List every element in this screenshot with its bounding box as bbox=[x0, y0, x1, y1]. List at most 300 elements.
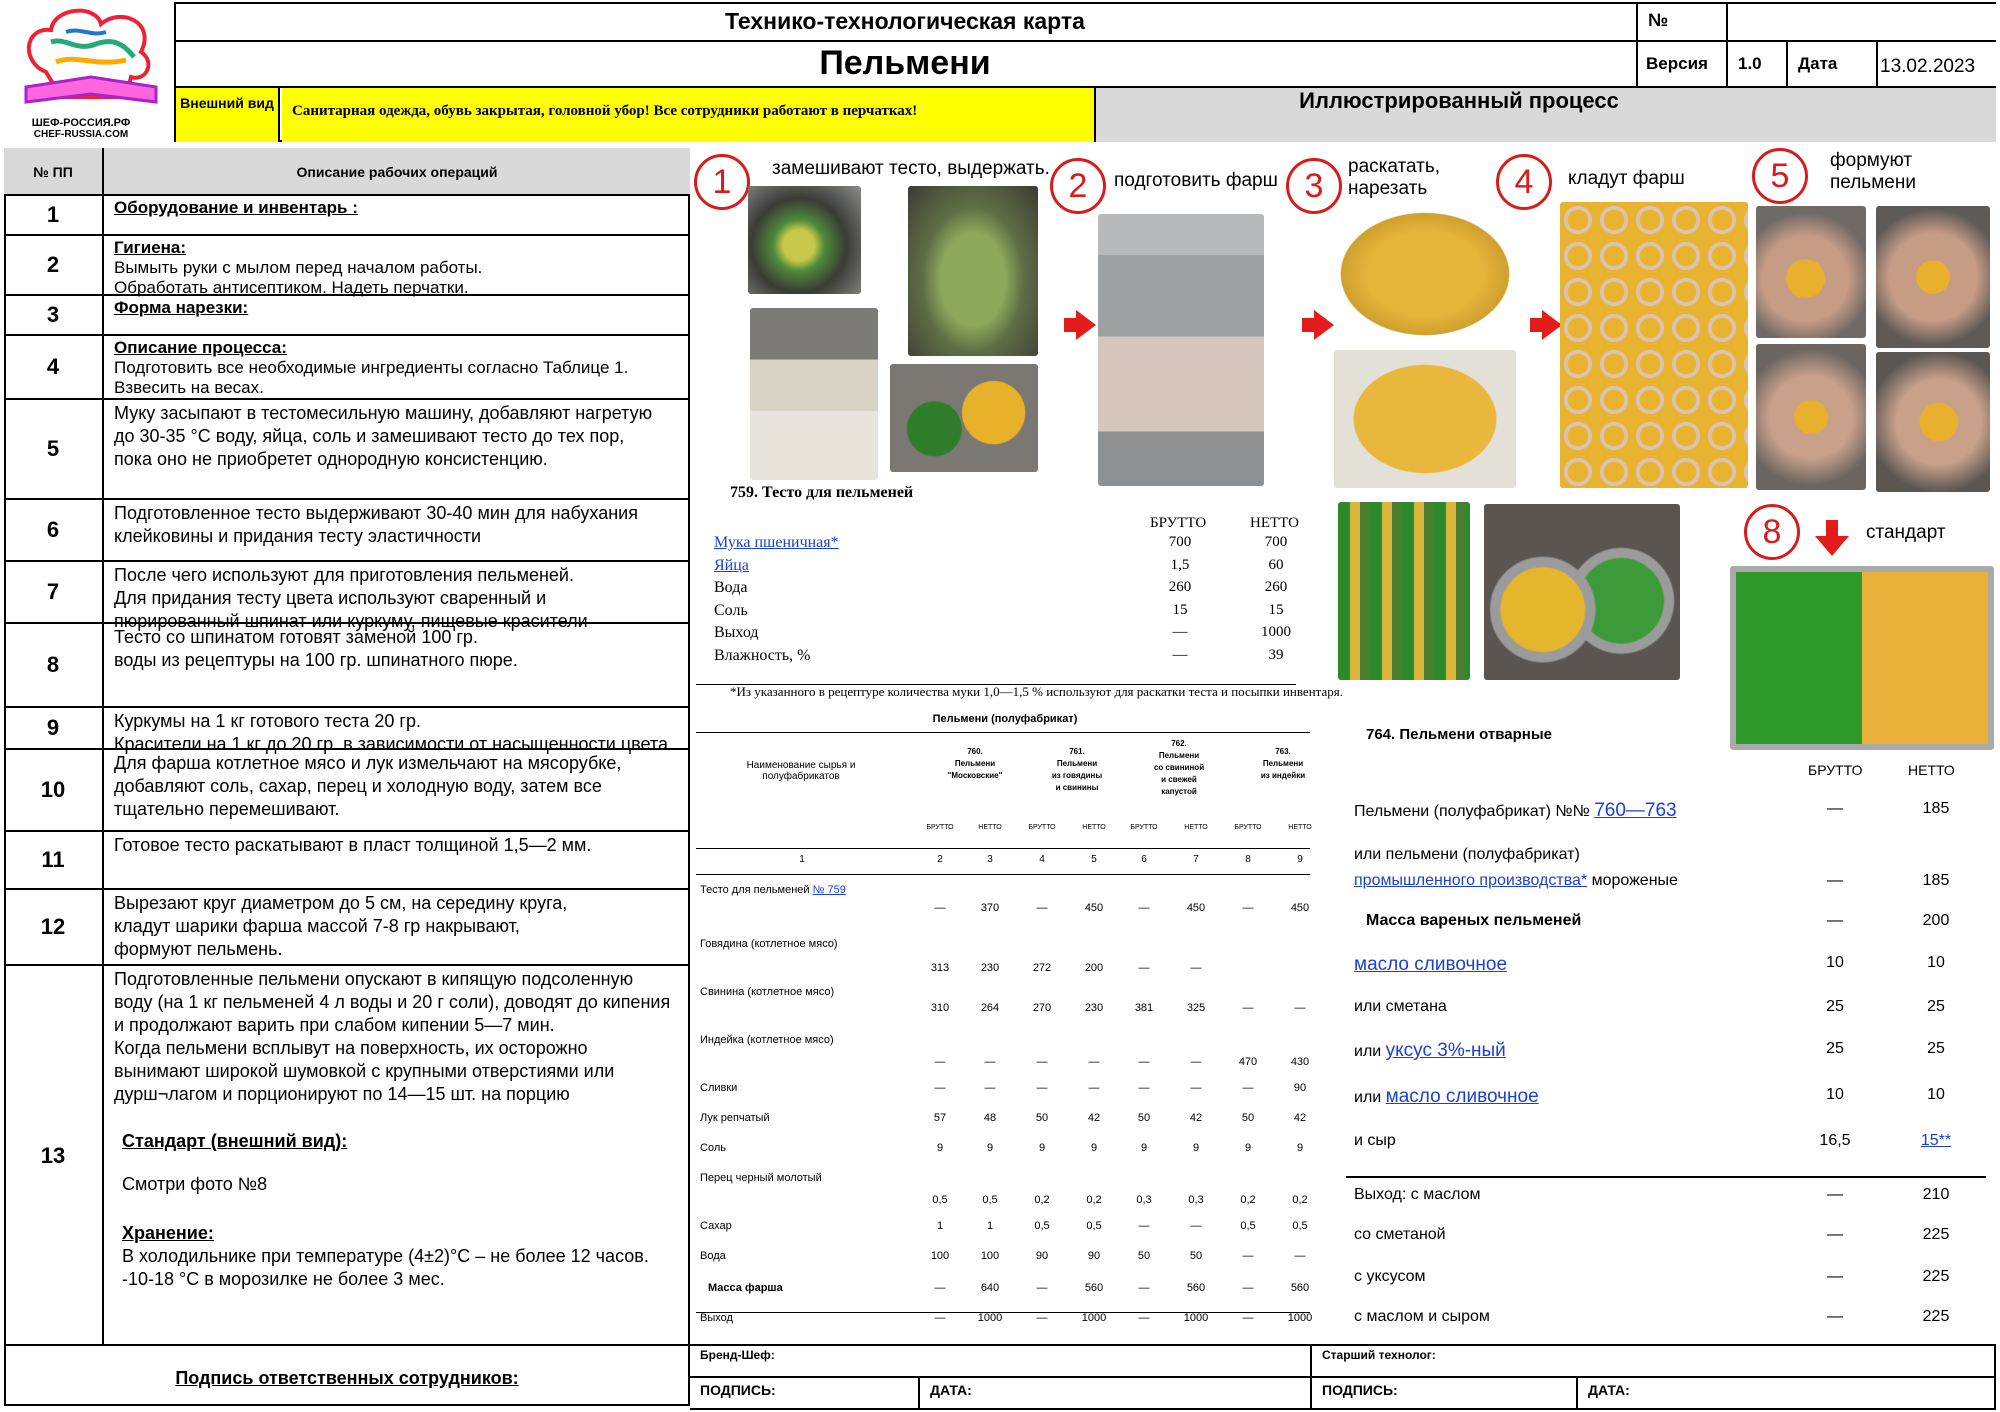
ingredient-link[interactable]: Мука пшеничная* bbox=[714, 534, 839, 551]
photo-filling-on-dough bbox=[1560, 202, 1748, 488]
semi-cell-value: — bbox=[1036, 1082, 1048, 1094]
semi-cell-value: 9 bbox=[936, 1142, 944, 1154]
semi-cell-value: 272 bbox=[1032, 962, 1052, 974]
boiled-row-name bbox=[1354, 1186, 1481, 1204]
logo-text-2: CHEF-RUSSIA.COM bbox=[33, 129, 129, 140]
photo-standard-dish bbox=[1730, 566, 1994, 750]
boiled-row-name bbox=[1354, 1086, 1539, 1108]
semi-row-label: Вода bbox=[700, 1250, 726, 1262]
step-8-label: стандарт bbox=[1866, 522, 1946, 543]
photo-forming-1 bbox=[1756, 206, 1866, 338]
senior-tech-date-field[interactable]: ДАТА: bbox=[1588, 1382, 1630, 1398]
senior-tech-signature-field[interactable]: ПОДПИСЬ: bbox=[1322, 1382, 1398, 1398]
photo-rolled-dough bbox=[1334, 208, 1516, 340]
semi-title: Пельмени (полуфабрикат) bbox=[932, 713, 1078, 725]
dough-col-brutto: БРУТТО bbox=[1150, 515, 1207, 531]
arrow-right-icon bbox=[1076, 310, 1096, 340]
ingredient-name: Влажность, % bbox=[714, 646, 811, 664]
semi-row-name bbox=[700, 1312, 733, 1324]
semi-cell-value: 560 bbox=[1084, 1282, 1104, 1294]
brand-chef-date-field[interactable]: ДАТА: bbox=[930, 1382, 972, 1398]
ops-row bbox=[4, 708, 690, 754]
boiled-row-text: или пельмени (полуфабрикат) bbox=[1354, 846, 1580, 863]
semi-cell-value: 100 bbox=[930, 1250, 950, 1262]
semi-sub-netto: НЕТТО bbox=[1082, 824, 1106, 831]
semi-cell-value: 50 bbox=[1189, 1250, 1203, 1262]
semi-row-label: Перец черный молотый bbox=[700, 1172, 822, 1184]
no-label: № bbox=[1648, 10, 1669, 30]
ops-row-body: Подготовленные пельмени опускают в кипящую подсоленную воду (на 1 кг пельменей 4 л воды и 20 г соли), доводят до кипения и продолжают варить при слабом кипении 5—7 мин. Когда пельмени всплывут на поверхность, их осторожно вынимают широкой шумовкой с крупными отверстиями или дурш¬лагом и порционируют по 14—15 шт. на порцию bbox=[114, 969, 671, 1104]
boiled-row-link[interactable]: 760—763 bbox=[1594, 800, 1677, 821]
boiled-row-text: или bbox=[1354, 1043, 1386, 1060]
ingredient-link[interactable]: Яйца bbox=[714, 556, 749, 574]
semi-cell-value: 50 bbox=[1137, 1112, 1151, 1124]
boiled-row-text: Пельмени (полуфабрикат) №№ bbox=[1354, 803, 1595, 820]
brutto-value: 700 bbox=[1168, 534, 1192, 550]
date-label: Дата bbox=[1798, 54, 1838, 73]
boiled-netto: 10 bbox=[1927, 1086, 1945, 1103]
boiled-output-rule bbox=[1346, 1176, 1986, 1178]
semi-cell-value: 50 bbox=[1241, 1112, 1255, 1124]
ops-row bbox=[4, 750, 690, 832]
semi-row-name bbox=[700, 884, 846, 896]
boiled-row-text: или сметана bbox=[1354, 998, 1447, 1015]
ops-row bbox=[4, 196, 690, 236]
semi-cell-value: — bbox=[1242, 1282, 1254, 1294]
footer-vsep-3 bbox=[1576, 1376, 1578, 1410]
semi-cell-value: — bbox=[1242, 902, 1254, 914]
step-4-label: кладут фарш bbox=[1568, 168, 1685, 189]
semi-cell-value: — bbox=[984, 1082, 996, 1094]
step-4-badge: 4 bbox=[1496, 154, 1552, 210]
semi-column-header: 763. Пельмени из индейки bbox=[1260, 747, 1306, 780]
ops-row-text bbox=[114, 834, 684, 857]
semi-cell-value: 1 bbox=[986, 1220, 994, 1232]
semi-rule-4 bbox=[696, 1312, 1310, 1313]
ops-row-number: 1 bbox=[4, 196, 104, 234]
boiled-brutto: 10 bbox=[1826, 954, 1844, 971]
brutto-value: 1,5 bbox=[1170, 556, 1190, 573]
boiled-col-netto: НЕТТО bbox=[1908, 762, 1955, 778]
semi-cell-value: — bbox=[1242, 1002, 1254, 1014]
semi-cell-value: 0,2 bbox=[1034, 1194, 1050, 1206]
semi-cell-value: 42 bbox=[1189, 1112, 1203, 1124]
semi-cell-value: — bbox=[1190, 962, 1202, 974]
header-vsep-1 bbox=[1636, 2, 1638, 86]
semi-cell-value: 90 bbox=[1087, 1250, 1101, 1262]
logo bbox=[6, 2, 176, 142]
boiled-brutto: — bbox=[1827, 1308, 1843, 1325]
boiled-row-name bbox=[1354, 954, 1507, 976]
ops-row-text bbox=[114, 298, 684, 318]
semi-cell-value: — bbox=[1242, 1250, 1254, 1262]
semi-row-label: Масса фарша bbox=[708, 1282, 783, 1294]
semi-cell-value: 0,5 bbox=[982, 1194, 998, 1206]
semi-cell-value: — bbox=[1138, 962, 1150, 974]
boiled-title: 764. Пельмени отварные bbox=[1366, 726, 1552, 743]
semi-row-name bbox=[700, 1172, 822, 1184]
semi-row-label: Свинина (котлетное мясо) bbox=[700, 986, 835, 998]
chef-hat-logo-icon bbox=[6, 2, 176, 112]
ops-row-body: Муку засыпают в тестомесильную машину, добавляют нагретую до 30-35 °С воду, яйца, соль и замешивают тесто до тех пор, пока оно не приобретет однородную консистенцию. bbox=[114, 403, 653, 469]
semi-cell-value: — bbox=[1088, 1082, 1100, 1094]
semi-cell-value: — bbox=[1242, 1082, 1254, 1094]
semi-cell-value: — bbox=[1036, 1056, 1048, 1068]
semi-row-name bbox=[700, 1112, 770, 1124]
boiled-brutto: 25 bbox=[1826, 1040, 1844, 1057]
semi-cell-value: — bbox=[1138, 1220, 1150, 1232]
ops-row-body: Куркумы на 1 кг готового теста 20 гр. Красители на 1 кг до 20 гр. в зависимости от насыщенности цвета bbox=[114, 711, 668, 754]
semi-cell-value: 470 bbox=[1238, 1056, 1258, 1068]
storage-title: Хранение: bbox=[122, 1223, 214, 1243]
ops-row-text bbox=[114, 238, 684, 298]
boiled-brutto: — bbox=[1827, 912, 1843, 929]
step-8-badge: 8 bbox=[1744, 504, 1800, 560]
semi-column-number: 3 bbox=[987, 854, 993, 865]
semi-cell-value: — bbox=[1294, 1002, 1306, 1014]
semi-cell-value: 9 bbox=[1090, 1142, 1098, 1154]
semi-cell-value: 230 bbox=[980, 962, 1000, 974]
boiled-row-name bbox=[1354, 998, 1447, 1016]
semi-cell-value: 90 bbox=[1035, 1250, 1049, 1262]
ops-row-number: 10 bbox=[4, 750, 104, 830]
boiled-brutto: 25 bbox=[1826, 998, 1844, 1015]
semi-cell-value: 230 bbox=[1084, 1002, 1104, 1014]
semi-row-name bbox=[700, 1250, 726, 1262]
semi-cell-value: — bbox=[1190, 1220, 1202, 1232]
footer-mid-line bbox=[690, 1376, 1996, 1378]
photo-flour-bowl bbox=[750, 308, 878, 480]
semi-cell-value: 57 bbox=[933, 1112, 947, 1124]
semi-cell-value: 100 bbox=[980, 1250, 1000, 1262]
ops-row-title: Оборудование и инвентарь : bbox=[114, 198, 358, 217]
semi-row-label: Сахар bbox=[700, 1220, 732, 1232]
ops-row-text bbox=[114, 402, 684, 471]
semi-cell-value: 48 bbox=[983, 1112, 997, 1124]
ops-row-title: Гигиена: bbox=[114, 238, 187, 257]
boiled-row-link[interactable]: масло сливочное bbox=[1354, 954, 1508, 975]
boiled-row-name bbox=[1354, 1040, 1506, 1062]
netto-value: 15 bbox=[1268, 601, 1284, 618]
semi-sub-brutto: БРУТТО bbox=[1130, 824, 1158, 831]
recipe-link[interactable]: № 759 bbox=[812, 884, 846, 896]
semi-cell-value: 1000 bbox=[977, 1312, 1003, 1324]
netto-value: 60 bbox=[1268, 556, 1284, 573]
boiled-brutto: — bbox=[1827, 800, 1843, 817]
process-title: Иллюстрированный процесс bbox=[1299, 88, 1619, 113]
arrow-right-icon bbox=[1314, 310, 1334, 340]
boiled-brutto: — bbox=[1827, 1226, 1843, 1243]
ops-row bbox=[4, 500, 690, 562]
semi-cell-value: — bbox=[1190, 1082, 1202, 1094]
netto-value: 700 bbox=[1264, 534, 1288, 550]
semi-cell-value: 1000 bbox=[1183, 1312, 1209, 1324]
semi-cell-value: 90 bbox=[1293, 1082, 1307, 1094]
boiled-row-link[interactable]: масло сливочное bbox=[1385, 1086, 1539, 1107]
semi-cell-value: 313 bbox=[930, 962, 950, 974]
semi-sub-netto: НЕТТО bbox=[1288, 824, 1312, 831]
semi-cell-value: — bbox=[1190, 1056, 1202, 1068]
step-2-badge: 2 bbox=[1050, 158, 1106, 214]
semi-sub-brutto: БРУТТО bbox=[926, 824, 954, 831]
semi-row-name bbox=[700, 938, 838, 950]
boiled-row-text: с маслом и сыром bbox=[1354, 1308, 1490, 1325]
semi-row-name bbox=[700, 1034, 834, 1046]
ops-row-number: 7 bbox=[4, 562, 104, 622]
dough-title: 759. Тесто для пельменей bbox=[730, 484, 914, 501]
boiled-row-link[interactable]: промышленного производства* bbox=[1354, 872, 1588, 889]
semi-cell-value: 1000 bbox=[1287, 1312, 1313, 1324]
semi-cell-value: — bbox=[1138, 1282, 1150, 1294]
boiled-netto: 225 bbox=[1922, 1308, 1950, 1325]
semi-rule-2 bbox=[696, 848, 1310, 849]
semi-sub-netto: НЕТТО bbox=[978, 824, 1002, 831]
semi-column-header: 761. Пельмени из говядины и свинины bbox=[1051, 747, 1103, 792]
ops-row bbox=[4, 296, 690, 336]
ops-row-number: 11 bbox=[4, 832, 104, 888]
ingredient-name: Вода bbox=[714, 579, 748, 596]
boiled-netto[interactable]: 15** bbox=[1920, 1132, 1952, 1149]
photo-boiling-pots bbox=[1484, 504, 1680, 680]
semi-cell-value: 370 bbox=[980, 902, 1000, 914]
semi-column-number: 7 bbox=[1193, 854, 1199, 865]
appearance-label: Внешний вид bbox=[176, 88, 280, 142]
semi-row-label: Говядина (котлетное мясо) bbox=[700, 938, 838, 950]
semi-cell-value: 560 bbox=[1186, 1282, 1206, 1294]
brutto-value: — bbox=[1172, 646, 1188, 663]
version-value: 1.0 bbox=[1738, 54, 1762, 73]
ops-row-body: Подготовленное тесто выдерживают 30-40 мин для набухания клейковины и придания тесту эластичности bbox=[114, 503, 638, 546]
ops-row-number: 2 bbox=[4, 236, 104, 294]
arrow-right-icon bbox=[1542, 310, 1562, 340]
ops-row-number: 13 bbox=[4, 966, 104, 1346]
boiled-row-name bbox=[1354, 1132, 1396, 1150]
semi-cell-value: 0,2 bbox=[1240, 1194, 1256, 1206]
semi-cell-value: 9 bbox=[1038, 1142, 1046, 1154]
boiled-netto: 185 bbox=[1922, 800, 1950, 817]
semi-cell-value: — bbox=[934, 1056, 946, 1068]
boiled-row-name bbox=[1354, 1308, 1490, 1326]
ops-row-number: 6 bbox=[4, 500, 104, 560]
footer-vsep-2 bbox=[918, 1376, 920, 1410]
ops-row-number: 4 bbox=[4, 336, 104, 398]
arrow-down-icon bbox=[1815, 520, 1849, 556]
semi-cell-value: — bbox=[1036, 902, 1048, 914]
semi-cell-value: 0,2 bbox=[1086, 1194, 1102, 1206]
ops-row bbox=[4, 562, 690, 631]
step-5-badge: 5 bbox=[1752, 148, 1808, 204]
semi-cell-value: 0,3 bbox=[1136, 1194, 1152, 1206]
semi-rule-1 bbox=[696, 732, 1310, 733]
ops-row-body: Подготовить все необходимые ингредиенты согласно Таблице 1. Взвесить на весах. bbox=[114, 358, 629, 397]
semi-cell-value: 50 bbox=[1035, 1112, 1049, 1124]
semi-cell-value: — bbox=[1138, 1312, 1150, 1324]
step-3-label: раскатать, нарезать bbox=[1348, 156, 1441, 199]
semi-column-number: 4 bbox=[1039, 854, 1045, 865]
brand-chef-label: Бренд-Шеф: bbox=[700, 1348, 775, 1362]
boiled-col-brutto: БРУТТО bbox=[1808, 762, 1863, 778]
semi-cell-value: 264 bbox=[980, 1002, 1000, 1014]
ops-row bbox=[4, 890, 690, 966]
header-vsep-3 bbox=[1786, 40, 1788, 86]
semi-row-label: Тесто для пельменей bbox=[700, 884, 810, 896]
ops-row-body: Вырезают круг диаметром до 5 см, на середину круга, кладут шарики фарша массой 7-8 гр накрывают, формуют пельмень. bbox=[114, 893, 568, 959]
ops-row-number: 9 bbox=[4, 708, 104, 748]
semi-cell-value: 9 bbox=[1244, 1142, 1252, 1154]
semi-cell-value: 1000 bbox=[1081, 1312, 1107, 1324]
ops-head-desc: Описание рабочих операций bbox=[104, 148, 690, 196]
semi-row-name bbox=[700, 1082, 737, 1094]
signature-label: Подпись ответственных сотрудников: bbox=[4, 1346, 690, 1406]
boiled-row-suffix: мороженые bbox=[1587, 872, 1678, 889]
ops-row-title: Описание процесса: bbox=[114, 338, 287, 357]
logo-text-1: ШЕФ-РОССИЯ.РФ bbox=[31, 117, 131, 129]
semi-cell-value: — bbox=[1036, 1282, 1048, 1294]
semi-head-name: Наименование сырья и полуфабрикатов bbox=[746, 760, 856, 782]
semi-cell-value: 42 bbox=[1293, 1112, 1307, 1124]
semi-row-label: Соль bbox=[700, 1142, 726, 1154]
ops-row bbox=[4, 624, 690, 708]
semi-cell-value: — bbox=[1294, 1250, 1306, 1262]
semi-column-number: 2 bbox=[937, 854, 943, 865]
boiled-netto: 210 bbox=[1922, 1186, 1950, 1203]
step-1-label: замешивают тесто, выдержать. bbox=[772, 158, 1050, 179]
photo-green-dough bbox=[908, 186, 1038, 356]
boiled-netto: 25 bbox=[1927, 998, 1945, 1015]
dish-title: Пельмени bbox=[819, 44, 991, 82]
ops-head-num: № ПП bbox=[4, 148, 104, 196]
semi-cell-value: — bbox=[934, 1282, 946, 1294]
photo-meat-grinder bbox=[1098, 214, 1264, 486]
semi-column-number: 5 bbox=[1091, 854, 1097, 865]
semi-cell-value: — bbox=[1088, 1056, 1100, 1068]
step-1-badge: 1 bbox=[694, 154, 750, 210]
semi-cell-value: 0,5 bbox=[1240, 1220, 1256, 1232]
semi-cell-value: 9 bbox=[1140, 1142, 1148, 1154]
ingredient-name: Соль bbox=[714, 601, 748, 619]
semi-cell-value: — bbox=[1242, 1312, 1254, 1324]
step-2-label: подготовить фарш bbox=[1114, 170, 1278, 191]
standard-text: Смотри фото №8 bbox=[122, 1174, 268, 1194]
ops-row-body: Для фарша котлетное мясо и лук измельчают на мясорубке, добавляют соль, сахар, перец и холодную воду, затем все тщательно перемешивают. bbox=[114, 753, 622, 819]
ops-row bbox=[4, 400, 690, 500]
brutto-value: 15 bbox=[1172, 601, 1188, 618]
step-3-badge: 3 bbox=[1286, 158, 1342, 214]
ops-row-title: Форма нарезки: bbox=[114, 298, 249, 317]
boiled-row-text: со сметаной bbox=[1354, 1226, 1446, 1243]
semi-cell-value: 1 bbox=[936, 1220, 944, 1232]
date-value: 13.02.2023 bbox=[1880, 56, 1976, 77]
boiled-row-link[interactable]: уксус 3%-ный bbox=[1385, 1040, 1506, 1061]
footer-vsep-1 bbox=[1310, 1344, 1312, 1410]
semi-cell-value: 0,5 bbox=[1034, 1220, 1050, 1232]
boiled-brutto: — bbox=[1827, 1268, 1843, 1285]
boiled-row-name bbox=[1354, 1226, 1446, 1244]
header-vsep-2 bbox=[1726, 2, 1728, 86]
semi-row-name bbox=[700, 1142, 726, 1154]
boiled-row-text: Масса вареных пельменей bbox=[1366, 912, 1582, 929]
semi-column-number: 1 bbox=[799, 854, 805, 865]
semi-column-header: 760. Пельмени "Московские" bbox=[947, 747, 1003, 780]
appearance-text: Санитарная одежда, обувь закрытая, головной убор! Все сотрудники работают в перчатках! bbox=[282, 88, 1094, 142]
semi-cell-value: 450 bbox=[1084, 902, 1104, 914]
ops-row-text bbox=[114, 502, 684, 548]
semi-cell-value: — bbox=[934, 1082, 946, 1094]
netto-value: 39 bbox=[1268, 646, 1284, 663]
semi-row-name bbox=[708, 1282, 783, 1294]
semi-row-label: Индейка (котлетное мясо) bbox=[700, 1034, 834, 1046]
semi-cell-value: — bbox=[1138, 1056, 1150, 1068]
ops-row-body: Готовое тесто раскатывают в пласт толщиной 1,5—2 мм. bbox=[114, 835, 592, 855]
boiled-netto: 225 bbox=[1922, 1226, 1950, 1243]
ops-row-body: Тесто со шпинатом готовят заменой 100 гр. воды из рецептуры на 100 гр. шпинатного пюре. bbox=[114, 627, 518, 670]
step-5-label: формуют пельмени bbox=[1830, 150, 1916, 193]
semi-cell-value: 0,3 bbox=[1188, 1194, 1204, 1206]
semi-cell-value: — bbox=[1138, 902, 1150, 914]
boiled-netto: 200 bbox=[1922, 912, 1950, 929]
semi-cell-value: — bbox=[984, 1056, 996, 1068]
semi-row-name bbox=[700, 986, 834, 998]
semi-row-label: Лук репчатый bbox=[700, 1112, 770, 1124]
semi-cell-value: 0,5 bbox=[1292, 1220, 1308, 1232]
boiled-netto: 25 bbox=[1927, 1040, 1945, 1057]
ops-row-text bbox=[114, 198, 684, 218]
ops-row-number: 3 bbox=[4, 296, 104, 334]
photo-forming-2 bbox=[1876, 206, 1990, 348]
semi-cell-value: — bbox=[934, 1312, 946, 1324]
semi-sub-netto: НЕТТО bbox=[1184, 824, 1208, 831]
semi-rule-3 bbox=[696, 874, 1310, 875]
standard-title: Стандарт (внешний вид): bbox=[122, 1131, 348, 1151]
photo-colored-dough bbox=[890, 364, 1038, 472]
ops-row-text bbox=[114, 626, 684, 672]
boiled-netto: 225 bbox=[1922, 1268, 1950, 1285]
semi-column-number: 8 bbox=[1245, 854, 1251, 865]
boiled-row-text: и сыр bbox=[1354, 1132, 1396, 1149]
semi-row-label: Выход bbox=[700, 1312, 733, 1324]
boiled-brutto: 16,5 bbox=[1819, 1132, 1851, 1149]
semi-cell-value: 381 bbox=[1134, 1002, 1154, 1014]
photo-colored-dumplings-tray bbox=[1338, 502, 1470, 680]
boiled-netto: 10 bbox=[1927, 954, 1945, 971]
ops-row-number: 12 bbox=[4, 890, 104, 964]
semi-sub-brutto: БРУТТО bbox=[1028, 824, 1056, 831]
semi-sub-brutto: БРУТТО bbox=[1234, 824, 1262, 831]
storage-text: В холодильнике при температуре (4±2)°С – не более 12 часов. -10-18 °С в морозилке не более 3 мес. bbox=[122, 1246, 649, 1289]
semi-cell-value: — bbox=[1036, 1312, 1048, 1324]
netto-value: 260 bbox=[1264, 579, 1288, 595]
brand-chef-signature-field[interactable]: ПОДПИСЬ: bbox=[700, 1382, 776, 1398]
ops-row-text bbox=[114, 338, 684, 398]
ops-row-body: После чего используют для приготовления пельменей. Для придания тесту цвета используют сваренный и пюрированный шпинат или куркуму, пищевые красители bbox=[114, 565, 588, 631]
ops-row-number: 8 bbox=[4, 624, 104, 706]
ops-row bbox=[4, 832, 690, 890]
boiled-row-text: или bbox=[1354, 1089, 1386, 1106]
boiled-row-name bbox=[1354, 872, 1678, 890]
semi-cell-value: 0,2 bbox=[1292, 1194, 1308, 1206]
ops-row-body: Вымыть руки с мылом перед началом работы. Обработать антисептиком. Надеть перчатки. bbox=[114, 258, 483, 297]
photo-forming-3 bbox=[1756, 344, 1866, 490]
photo-mixer-dough bbox=[748, 186, 861, 294]
ops-row-text bbox=[114, 892, 684, 961]
semi-cell-value: 9 bbox=[1192, 1142, 1200, 1154]
semi-column-number: 9 bbox=[1297, 854, 1303, 865]
semi-row-label: Сливки bbox=[700, 1082, 738, 1094]
boiled-row-name bbox=[1354, 1268, 1426, 1286]
photo-forming-4 bbox=[1876, 352, 1990, 492]
brutto-value: — bbox=[1172, 624, 1188, 640]
semi-column-number: 6 bbox=[1141, 854, 1147, 865]
